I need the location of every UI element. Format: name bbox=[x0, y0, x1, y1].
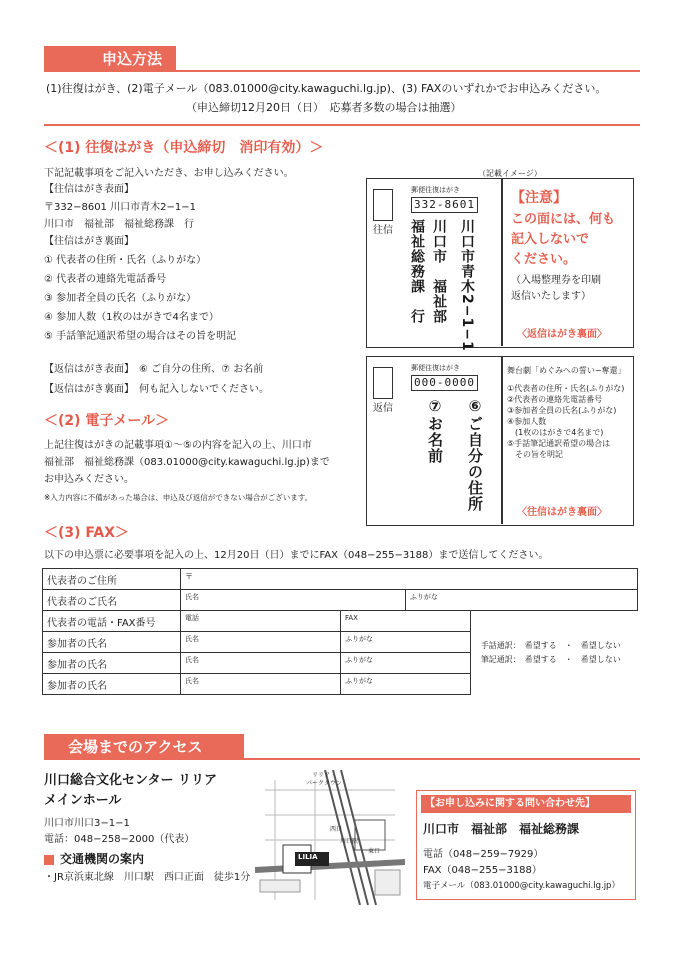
participant-name-field[interactable]: 氏名 bbox=[181, 674, 341, 695]
address-label: 代表者のご住所 bbox=[43, 569, 181, 590]
access-band bbox=[44, 734, 640, 760]
postcard-intro: 下記記載事項をご記入いただき、お申し込みください。 bbox=[44, 168, 294, 179]
postcard-reply-back: 【返信はがき裏面】 何も記入しないでください。 bbox=[44, 384, 269, 395]
reply-title: 舞台劇「めぐみへの誓い−奪還」 bbox=[507, 366, 626, 375]
reply-item: ③参加者全員の氏名(ふりがな) bbox=[507, 406, 617, 415]
postcard-back-label: 【往信はがき裏面】 bbox=[44, 236, 134, 247]
stamp-box bbox=[373, 367, 393, 399]
postcard-item: ④ 参加人数（1枚のはがきで4名まで） bbox=[44, 312, 219, 323]
card-divider bbox=[501, 179, 503, 346]
notice-body: ください。 bbox=[511, 252, 577, 267]
postcard-item: ① 代表者の住所・氏名（ふりがな） bbox=[44, 255, 207, 266]
address-line1: ⑥ご自分の住所 bbox=[466, 397, 484, 512]
notice-body: 記入しないで bbox=[511, 232, 590, 247]
participant-label: 参加者の氏名 bbox=[43, 674, 181, 695]
participant-furigana-field[interactable]: ふりがな bbox=[341, 653, 471, 674]
access-title: 会場までのアクセス bbox=[44, 734, 244, 760]
transport-info: ・JR京浜東北線 川口駅 西口正面 徒歩1分 bbox=[44, 872, 251, 883]
participant-name-field[interactable]: 氏名 bbox=[181, 653, 341, 674]
map-lilia-label: LILIA bbox=[298, 853, 318, 861]
address-line2: 川口市 福祉部 bbox=[431, 219, 447, 324]
postcard-heading: ＜(1) 往復はがき（申込締切 消印有効）＞ bbox=[44, 140, 324, 156]
sample-caption: （記載イメージ） bbox=[478, 169, 542, 178]
notice-sub: 返信いたします） bbox=[511, 291, 591, 302]
participant-furigana-field[interactable]: ふりがな bbox=[341, 674, 471, 695]
notice-sub: （入場整理券を印刷 bbox=[511, 275, 601, 286]
access-map bbox=[255, 770, 405, 905]
notice-body: この面には、何も bbox=[511, 212, 616, 227]
reply-item: その旨を明記 bbox=[507, 450, 563, 459]
fax-intro: 以下の申込票に必要事項を記入の上、12月20日（日）までにFAX（048−255−3188）まで送信してください。 bbox=[44, 550, 549, 561]
reply-item: ②代表者の連絡先電話番号 bbox=[507, 395, 603, 404]
email-line2: 福祉部 福祉総務課（083.01000@city.kawaguchi.lg.jp)まで bbox=[44, 457, 330, 468]
postcard-addr2: 川口市 福祉部 福祉総務課 行 bbox=[44, 219, 194, 230]
card-divider bbox=[501, 357, 503, 524]
postal-mark: 〒 bbox=[185, 572, 193, 581]
venue-hall: メインホール bbox=[44, 793, 122, 808]
side-label: 往信 bbox=[373, 225, 393, 236]
contact-fax: FAX（048−255−3188） bbox=[423, 865, 542, 876]
side-label: 返信 bbox=[373, 403, 393, 414]
map-label: 東口 bbox=[368, 848, 381, 855]
participant-name-field[interactable]: 氏名 bbox=[181, 632, 341, 653]
square-bullet-icon bbox=[44, 855, 54, 865]
email-heading: ＜(2) 電子メール＞ bbox=[44, 413, 170, 429]
email-line1: 上記往復はがきの記載事項①〜⑤の内容を記入の上、川口市 bbox=[44, 440, 312, 451]
venue-phone: 電話：048−258−2000（代表） bbox=[44, 834, 195, 845]
rep-furigana-field[interactable]: ふりがな bbox=[405, 590, 637, 611]
postcard-item: ③ 参加者全員の氏名（ふりがな） bbox=[44, 293, 197, 304]
address-line1: 川口市青木2−1−1 bbox=[459, 219, 475, 352]
method-line2: （申込締切12月20日（日） 応募者多数の場合は抽選） bbox=[186, 101, 462, 114]
rep-name-field[interactable]: 氏名 bbox=[181, 590, 406, 611]
participant-furigana-field[interactable]: ふりがな bbox=[341, 632, 471, 653]
stamp-box bbox=[373, 189, 393, 221]
sign-language-option[interactable]: 手話通訳： 希望する ・ 希望しない bbox=[480, 640, 621, 650]
contact-box bbox=[416, 790, 636, 900]
email-note: ※入力内容に不備があった場合は、申込及び返信ができない場合がございます。 bbox=[44, 493, 313, 502]
map-label: 川口駅 bbox=[340, 838, 359, 845]
sample-card-reply bbox=[366, 356, 634, 526]
method-line1: (1)往復はがき、(2)電子メール（083.01000@city.kawaguchi.lg.jp)、(3) FAXのいずれかでお申込みください。 bbox=[46, 82, 607, 95]
email-line3: お申込みください。 bbox=[44, 474, 134, 485]
zip-code: 000-0000 bbox=[411, 375, 478, 391]
rep-phone-label: 代表者の電話・FAX番号 bbox=[43, 611, 181, 632]
reply-item: ④参加人数 bbox=[507, 417, 547, 426]
venue-name: 川口総合文化センター リリア bbox=[44, 773, 218, 788]
postcard-item: ⑤ 手話筆記通訳希望の場合はその旨を明記 bbox=[44, 331, 237, 342]
card-footer: 〈往信はがき裏面〉 bbox=[517, 507, 607, 518]
notice-title: 【注意】 bbox=[511, 190, 567, 206]
map-label: 西口 bbox=[330, 826, 343, 833]
card-footer: 〈返信はがき裏面〉 bbox=[517, 329, 607, 340]
address-line3: 福祉総務課 行 bbox=[409, 219, 425, 324]
method-title: 申込方法 bbox=[44, 46, 176, 72]
zip-code: 332-8601 bbox=[411, 197, 478, 213]
rep-name-label: 代表者のご氏名 bbox=[43, 590, 181, 611]
participant-label: 参加者の氏名 bbox=[43, 632, 181, 653]
sample-card-outgoing bbox=[366, 178, 634, 352]
postcard-addr1: 〒332−8601 川口市青木2−1−1 bbox=[44, 202, 196, 213]
rep-phone-field[interactable]: 電話 bbox=[181, 611, 341, 632]
address-line2: ⑦お名前 bbox=[426, 397, 444, 464]
postmark-label: 郵便往復はがき bbox=[411, 364, 460, 372]
fax-form bbox=[42, 568, 638, 695]
venue-address: 川口市川口3−1−1 bbox=[44, 818, 130, 829]
postcard-front-label: 【往信はがき表面】 bbox=[44, 184, 134, 195]
contact-email[interactable]: 電子メール（083.01000@city.kawaguchi.lg.jp） bbox=[423, 881, 620, 891]
map-label: パークタウン bbox=[306, 780, 342, 787]
method-bottom-rule bbox=[44, 124, 640, 126]
postcard-item: ② 代表者の連絡先電話番号 bbox=[44, 274, 167, 285]
reply-item: (1枚のはがきで4名まで) bbox=[507, 428, 604, 437]
writing-option[interactable]: 筆記通訳： 希望する ・ 希望しない bbox=[480, 654, 621, 664]
contact-title: 【お申し込みに関する問い合わせ先】 bbox=[421, 795, 631, 813]
rep-fax-field[interactable]: FAX bbox=[341, 611, 471, 632]
contact-tel: 電話（048−259−7929） bbox=[423, 849, 544, 860]
participant-label: 参加者の氏名 bbox=[43, 653, 181, 674]
postmark-label: 郵便往復はがき bbox=[411, 186, 460, 194]
postcard-reply-front: 【返信はがき表面】 ⑥ ご自分の住所、⑦ お名前 bbox=[44, 364, 264, 375]
transport-heading: 交通機関の案内 bbox=[60, 852, 145, 866]
contact-org: 川口市 福祉部 福祉総務課 bbox=[423, 822, 580, 836]
reply-item: ⑤手話筆記通訳希望の場合は bbox=[507, 439, 611, 448]
fax-heading: ＜(3) FAX＞ bbox=[44, 525, 129, 541]
method-band bbox=[44, 46, 640, 72]
map-label: リリア bbox=[312, 772, 331, 779]
address-field[interactable] bbox=[181, 569, 638, 590]
reply-item: ①代表者の住所・氏名(ふりがな) bbox=[507, 384, 625, 393]
